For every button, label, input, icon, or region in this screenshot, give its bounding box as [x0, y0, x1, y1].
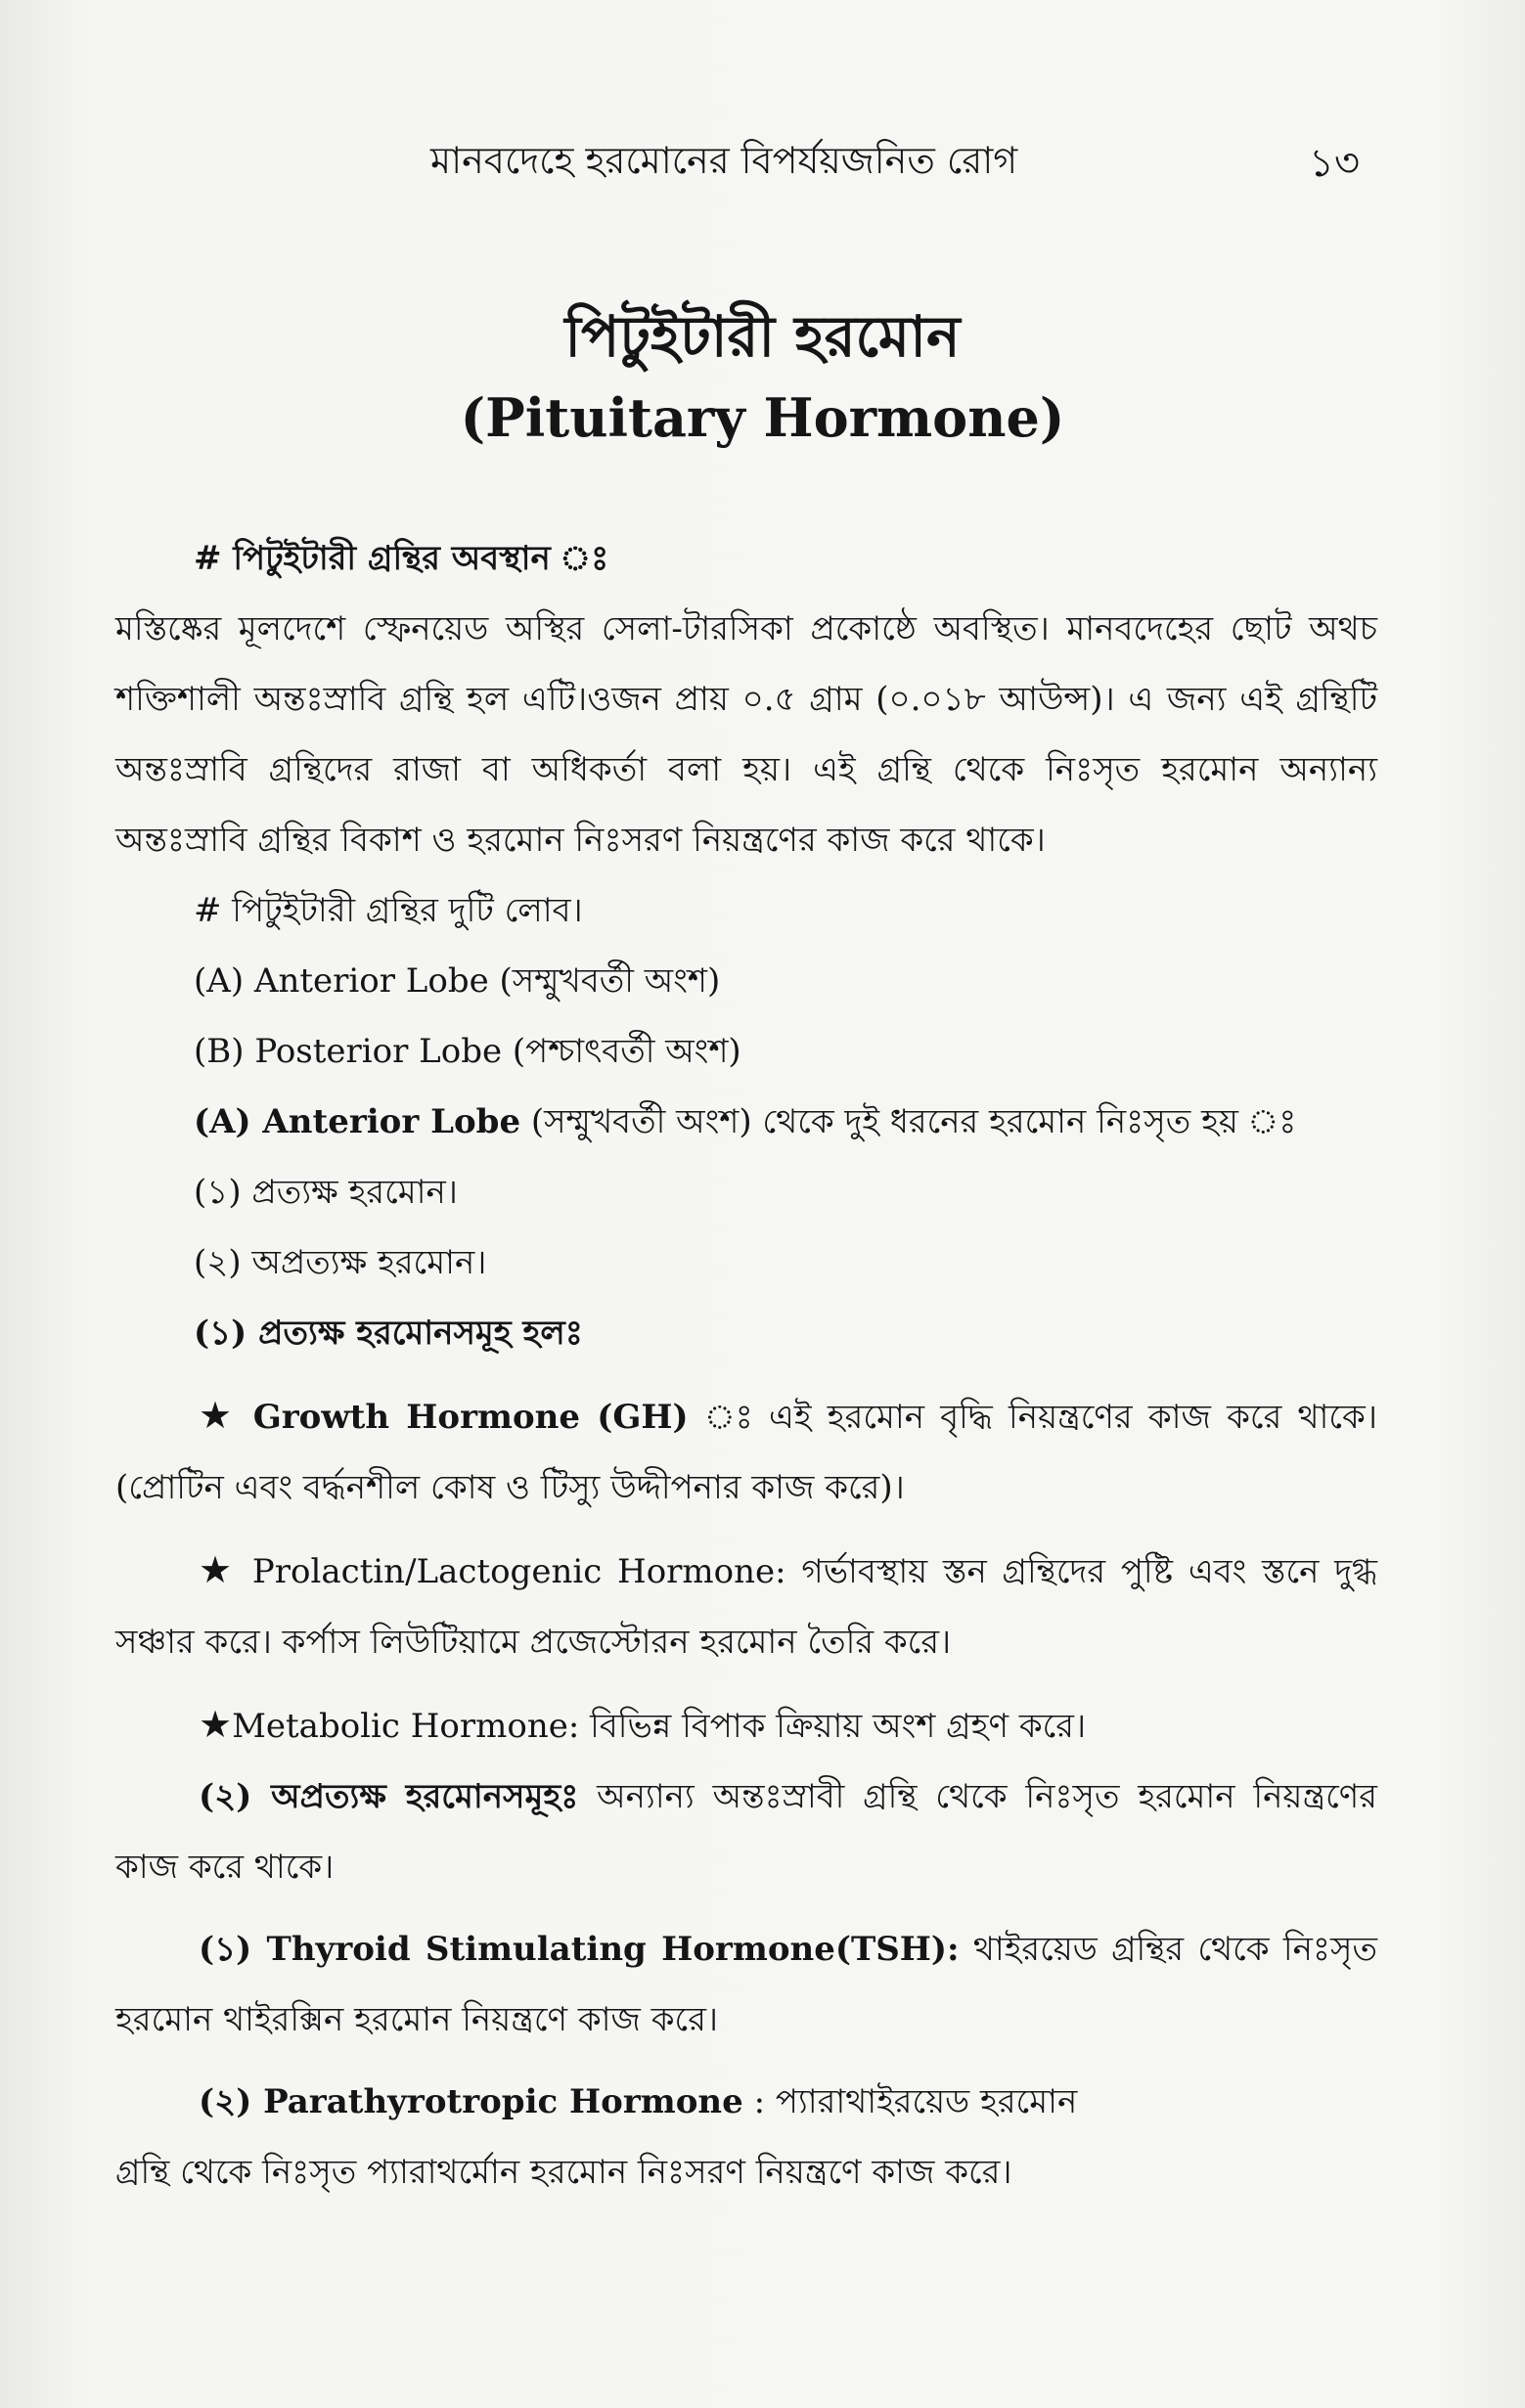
location-heading: # পিটুইটারী গ্রন্থির অবস্থান ঃ — [194, 539, 609, 578]
direct-item-rest: Metabolic Hormone: বিভিন্ন বিপাক ক্রিয়ায় অংশ গ্রহণ করে। — [232, 1707, 1087, 1746]
page-number: ১৩ — [1309, 141, 1360, 186]
anterior-rest: (সম্মুখবর্তী অংশ) থেকে দুই ধরনের হরমোন নিঃসৃত হয় ঃ — [520, 1102, 1297, 1141]
lobes-heading: # পিটুইটারী গ্রন্থির দুটি লোব। — [194, 891, 583, 930]
indirect-item-rest: : প্যারাথাইরয়েড হরমোন — [742, 2082, 1078, 2121]
indirect-item-tsh — [115, 1914, 1377, 2055]
chapter-title: পিটুইটারী হরমোন — [564, 303, 961, 370]
indirect-item-bold: (১) Thyroid Stimulating Hormone(TSH): — [199, 1930, 960, 1969]
direct-item-metabolic — [115, 1689, 1377, 1761]
lobe-item: (A) Anterior Lobe (সম্মুখবর্তী অংশ) — [194, 961, 721, 1001]
anterior-bold: (A) Anterior Lobe — [194, 1102, 521, 1141]
page-body — [115, 523, 1377, 2207]
indirect-item-bold: (২) Parathyrotropic Hormone — [199, 2082, 743, 2121]
chapter-subtitle: (Pituitary Hormone) — [460, 386, 1065, 449]
lobe-item: (B) Posterior Lobe (পশ্চাৎবর্তী অংশ) — [194, 1032, 741, 1071]
direct-item-bold: Growth Hormone (GH) — [252, 1398, 689, 1437]
location-paragraph: মস্তিষ্কের মূলদেশে স্ফেনয়েড অস্থির সেলা-টারসিকা প্রকোষ্ঠে অবস্থিত। মানবদেহের ছোট অথচ শক্তিশালী অন্তঃস্রাবি গ্রন্থি হল এটি।ওজন প্রায় ০.৫ গ্রাম (০.০১৮ আউন্স)। এ জন্য এই গ্রন্থিটি অন্তঃস্রাবি গ্রন্থিদের রাজা বা অধিকর্তা বলা হয়। এই গ্রন্থি থেকে নিঃসৃত হরমোন অন্যান্য অন্তঃস্রাবি গ্রন্থির বিকাশ ও হরমোন নিঃসরণ নিয়ন্ত্রণের কাজ করে থাকে। — [115, 609, 1377, 860]
running-title: মানবদেহে হরমোনের বিপর্যয়জনিত রোগ — [430, 139, 1018, 182]
direct-item-rest: Prolactin/Lactogenic Hormone: গর্ভাবস্থায় স্তন গ্রন্থিদের পুষ্টি এবং স্তনে দুগ্ধ সঞ্চার করে। কর্পাস লিউটিয়ামে প্রজেস্টোরন হরমোন তৈরি করে। — [115, 1552, 1377, 1662]
star-icon: ★ — [199, 1394, 238, 1437]
indirect-rest: অন্যান্য অন্তঃস্রাবী গ্রন্থি থেকে নিঃসৃত হরমোন নিয়ন্ত্রণের কাজ করে থাকে। — [115, 1777, 1377, 1887]
page-header — [430, 132, 1360, 191]
type-item: (২) অপ্রত্যক্ষ হরমোন। — [194, 1243, 487, 1282]
direct-item-rest: ঃ এই হরমোন বৃদ্ধি নিয়ন্ত্রণের কাজ করে থাকে। (প্রোটিন এবং বর্দ্ধনশীল কোষ ও টিস্যু উদ্দীপনার কাজ করে)। — [115, 1398, 1377, 1507]
direct-item-prolactin — [115, 1535, 1377, 1677]
indirect-item-parathyrotropic-cont: গ্রন্থি থেকে নিঃসৃত প্যারাথর্মোন হরমোন নিঃসরণ নিয়ন্ত্রণে কাজ করে। — [115, 2153, 1012, 2192]
star-icon: ★ — [199, 1703, 233, 1746]
type-item: (১) প্রত্যক্ষ হরমোন। — [194, 1173, 458, 1212]
star-icon: ★ — [199, 1548, 238, 1591]
indirect-bold: (২) অপ্রত্যক্ষ হরমোনসমূহঃ — [199, 1777, 579, 1816]
indirect-item-parathyrotropic — [115, 2067, 1377, 2137]
indirect-item-rest: থাইরয়েড গ্রন্থির থেকে নিঃসৃত হরমোন থাইরক্সিন হরমোন নিয়ন্ত্রণে কাজ করে। — [115, 1930, 1377, 2039]
anterior-paragraph — [115, 1087, 1377, 1157]
direct-item-growth — [115, 1380, 1377, 1523]
direct-heading: (১) প্রত্যক্ষ হরমোনসমূহ হলঃ — [194, 1314, 583, 1353]
indirect-paragraph — [115, 1761, 1377, 1902]
